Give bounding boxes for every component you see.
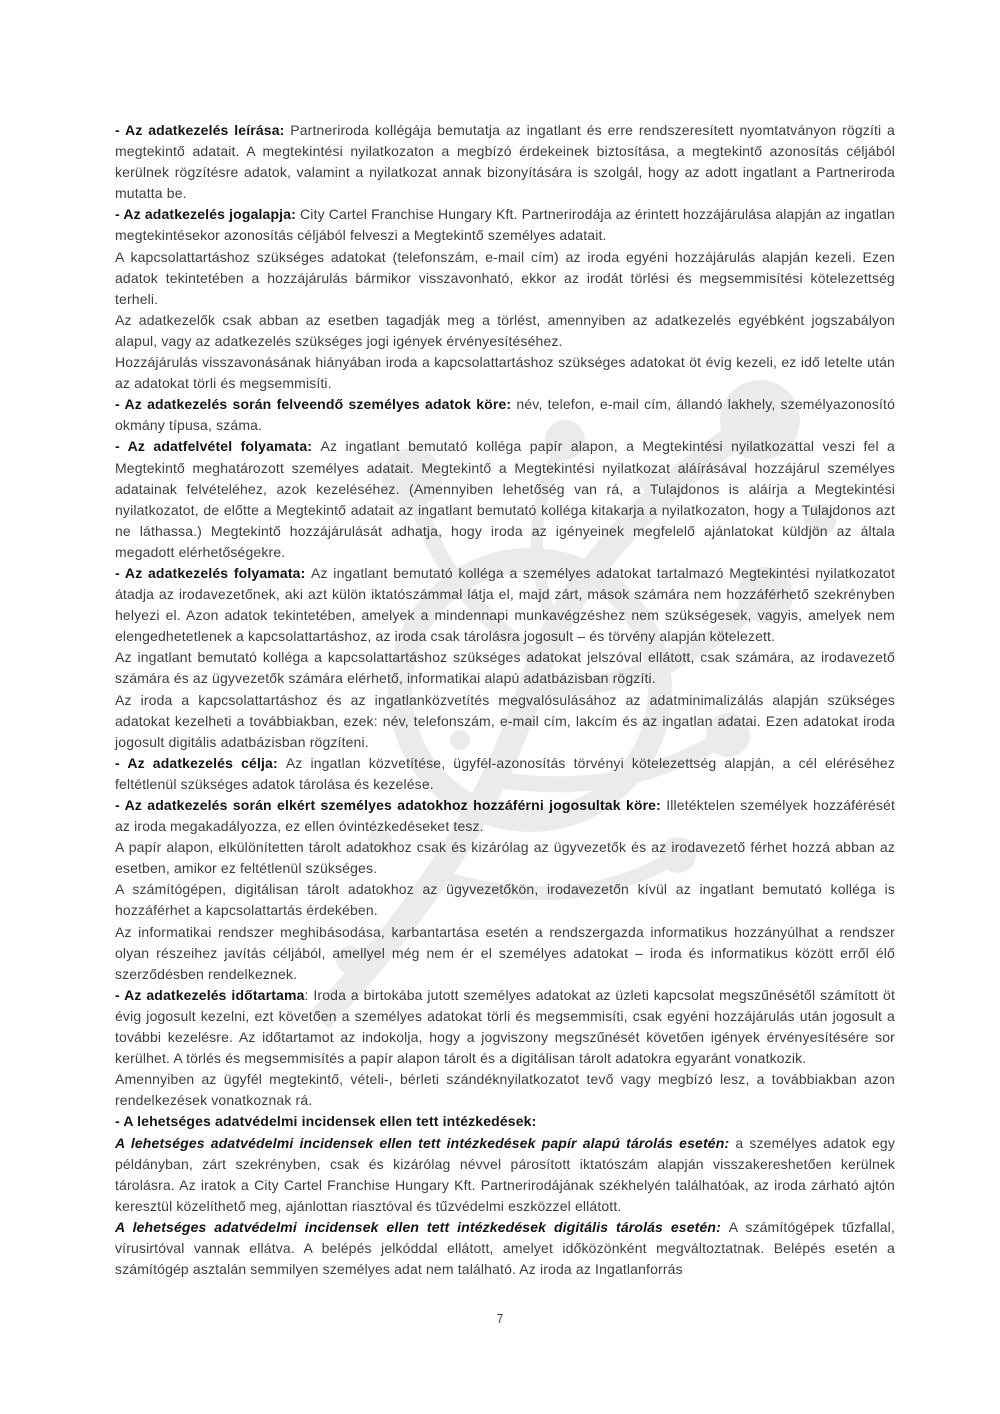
paragraph-lead: - Az adatfelvétel folyamata: <box>115 438 321 455</box>
paragraph-hozzaferni-jogosultak-kore <box>115 795 895 837</box>
paragraph-text: Az ingatlant bemutató kolléga papír alapon, a Megtekintési nyilatkozattal veszi fel a Megtekintő meghatározott személyes adatait. Megtekintő a Megtekintési nyilatkozat aláírásával hozzájárul személyes adatainak felvételéhez, azok kezeléséhez. (Amennyiben lehetőség van rá, a Tulajdonos is aláírja a Megtekintési nyilatkozatot, de előtte a Megtekintő adatait az ingatlant bemutató kolléga kitakarja a nyilatkozaton, hogy a Tulajdonos azt ne láthassa.) Megtekintő hozzájárulását adhatja, hogy iroda az igényeinek megfelelő ajánlatokat küldjön az általa megadott elérhetőségekre. <box>115 438 895 560</box>
paragraph-text: A számítógépen, digitálisan tárolt adatokhoz az ügyvezetőkön, irodavezetőn kívül az ingatlant bemutató kolléga is hozzáférhet a kapcsolattartás érdekében. <box>115 881 895 919</box>
paragraph-text: név, telefon, e-mail cím, állandó lakhely, személyazonosító okmány típusa, száma. <box>115 396 896 434</box>
paragraph-text: A papír alapon, elkülönítetten tárolt adatokhoz csak és kizárólag az ügyvezetők és az irodavezető férhet hozzá abban az esetben, amikor ez feltétlenül szükséges. <box>115 839 895 877</box>
paragraph-text: A számítógépek tűzfallal, vírusirtóval vannak ellátva. A belépés jelkóddal ellátott, amelyet időközönként megváltoztatnak. Belépés esetén a számítógép asztalán semmilyen személyes adat nem található. Az iroda az Ingatlanforrás <box>115 1218 895 1278</box>
paragraph-text: Az informatikai rendszer meghibásodása, karbantartása esetén a rendszergazda informatikus hozzányúlhat a rendszer olyan részeihez javítás céljából, amellyel még nem ér el személyes adatokat – iroda és informatikus között erről élő szerződésben rendelkeznek. <box>115 923 895 982</box>
paragraph-incidensek-papir <box>115 1133 895 1217</box>
paragraph-jelszoval-ellatott-adatbazis <box>115 647 895 689</box>
paragraph-torles-megtagadasa <box>115 310 895 352</box>
paragraph-papir-alapu-hozzaferes <box>115 837 895 879</box>
paragraph-adatkezeles-jogalapja <box>115 204 895 246</box>
paragraph-ugyfel-megbizo <box>115 1069 895 1111</box>
paragraph-adatkezeles-celja <box>115 753 895 795</box>
paragraph-lead: - Az adatkezelés időtartama <box>115 986 305 1003</box>
paragraph-text: a személyes adatok egy példányban, zárt szekrényben, csak és kizárólag névvel párosított iktatószám alapján visszakereshetően kerülnek tárolásra. Az iratok a City Cartel Franchise Hungary Kft. Partnerirodájának székhelyén találhatóak, az iroda zárható ajtón keresztül közelíthető meg, ajánlottan riasztóval és tűzvédelmi eszközzel ellátott. <box>115 1134 896 1214</box>
paragraph-lead: - A lehetséges adatvédelmi incidensek ellen tett intézkedések: <box>115 1113 537 1130</box>
paragraph-lead-italic: A lehetséges adatvédelmi incidensek ellen tett intézkedések papír alapú tárolás esetén: <box>115 1134 736 1151</box>
paragraph-adatkezeles-idotartama <box>115 985 895 1069</box>
document-body <box>115 120 895 1280</box>
paragraph-text: Amennyiben az ügyfél megtekintő, vételi-, bérleti szándéknyilatkozatot tevő vagy megbízó lesz, a továbbiakban azon rendelkezések vonatkoznak rá. <box>115 1071 895 1109</box>
paragraph-digitalis-hozzaferes <box>115 879 895 921</box>
paragraph-text: Az ingatlan közvetítése, ügyfél-azonosítás törvényi kötelezettség alapján, a cél eléréséhez feltétlenül szükséges adatok tárolása és kezelése. <box>115 754 895 792</box>
page-number: 7 <box>496 1312 504 1326</box>
paragraph-incidensek-cim <box>115 1111 895 1132</box>
paragraph-kapcsolattartas-adatok <box>115 247 895 310</box>
paragraph-lead-italic: A lehetséges adatvédelmi incidensek ellen tett intézkedések digitális tárolás esetén: <box>115 1218 729 1235</box>
paragraph-adatminimalizalas <box>115 690 895 753</box>
paragraph-lead: - Az adatkezelés célja: <box>115 754 286 771</box>
paragraph-text: Hozzájárulás visszavonásának hiányában iroda a kapcsolattartáshoz szükséges adatokat öt évig kezeli, ez idő letelte után az adatokat törli és megsemmisíti. <box>115 354 895 392</box>
paragraph-adatkezeles-folyamata <box>115 563 895 647</box>
paragraph-text: Az ingatlant bemutató kolléga a személyes adatokat tartalmazó Megtekintési nyilatkozatot átadja az irodavezetőnek, aki azt külön iktatószámmal látja el, majd zárt, mások számára nem hozzáférhető szekrényben helyezi el. Azon adatok tekintetében, amelyek a mindennapi munkavégzéshez nem szükségesek, vagyis, amelyek nem elengedhetetlenek a kapcsolattartáshoz, az iroda csak tárolásra jogosult – és törvény alapján kötelezett. <box>115 564 895 645</box>
paragraph-text: Az iroda a kapcsolattartáshoz és az ingatlanközvetítés megvalósulásához az adatminimalizálás alapján szükséges adatokat kezelheti a továbbiakban, ezek: név, telefonszám, e-mail cím, lakcím és az ingatlan adatai. Ezen adatokat iroda jogosult digitális adatbázisban rögzíteni. <box>115 691 895 750</box>
paragraph-hozzajarulas-visszavonas <box>115 352 895 394</box>
paragraph-text: Az adatkezelők csak abban az esetben tagadják meg a törlést, amennyiben az adatkezelés egyébként jogszabályon alapul, vagy az adatkezelés szükséges jogi igények érvényesítéséhez. <box>115 311 895 349</box>
paragraph-lead: - Az adatkezelés során elkért személyes adatokhoz hozzáférni jogosultak köre: <box>115 797 667 813</box>
paragraph-lead: - Az adatkezelés folyamata: <box>115 564 312 581</box>
paragraph-text: A kapcsolattartáshoz szükséges adatokat (telefonszám, e-mail cím) az iroda egyéni hozzájárulás alapján kezeli. Ezen adatok tekintetében a hozzájárulás bármikor visszavonható, ekkor az irodát törlési és megsemmisítési kötelezettség terheli. <box>115 248 895 307</box>
paragraph-text: : Iroda a birtokába jutott személyes adatokat az üzleti kapcsolat megszűnésétől számított öt évig jogosult kezelni, ezt követően a személyes adatokat törli és megsemmisíti, csak egyéni hozzájárulás után jogosult a további kezelésre. Az időtartamot az indokolja, hogy a jogviszony megszűnését követően igények érvényesítésére sor kerülhet. A törlés és megsemmisítés a papír alapon tárolt és a digitálisan tárolt adatokra egyaránt vonatkozik. <box>115 986 896 1067</box>
paragraph-felveendo-adatok-kore <box>115 394 895 436</box>
paragraph-text: Partneriroda kollégája bemutatja az ingatlant és erre rendszeresített nyomtatványon rögzíti a megtekintő adatait. A megtekintési nyilatkozaton a megbízó érdekeinek biztosítása, a megtekintő azonosítás céljából kerülnek rögzítésre adatok, valamint a nyilatkozat annak bizonyítására is szolgál, hogy az adott ingatlant a Partneriroda mutatta be. <box>115 122 895 202</box>
paragraph-lead: - Az adatkezelés során felveendő személyes adatok köre: <box>115 396 517 413</box>
paragraph-text: Illetéktelen személyek hozzáférését az iroda megakadályozza, ez ellen óvintézkedéseket tesz. <box>115 797 895 835</box>
paragraph-informatikai-rendszer <box>115 922 895 985</box>
paragraph-text: Az ingatlant bemutató kolléga a kapcsolattartáshoz szükséges adatokat jelszóval ellátott, csak számára, az irodavezető számára és az ügyvezetők számára elérhető, informatikai alapú adatbázisban rögzíti. <box>115 649 895 687</box>
paragraph-lead: - Az adatkezelés jogalapja: <box>115 206 301 223</box>
paragraph-adatkezeles-leirasa <box>115 120 895 204</box>
paragraph-text: City Cartel Franchise Hungary Kft. Partnerirodája az érintett hozzájárulása alapján az ingatlan megtekintésekor azonosítás céljából felveszi a Megtekintő személyes adatait. <box>115 206 895 244</box>
paragraph-incidensek-digitalis <box>115 1217 895 1280</box>
paragraph-lead: - Az adatkezelés leírása: <box>115 122 291 138</box>
paragraph-adatfelvetel-folyamata <box>115 436 895 563</box>
